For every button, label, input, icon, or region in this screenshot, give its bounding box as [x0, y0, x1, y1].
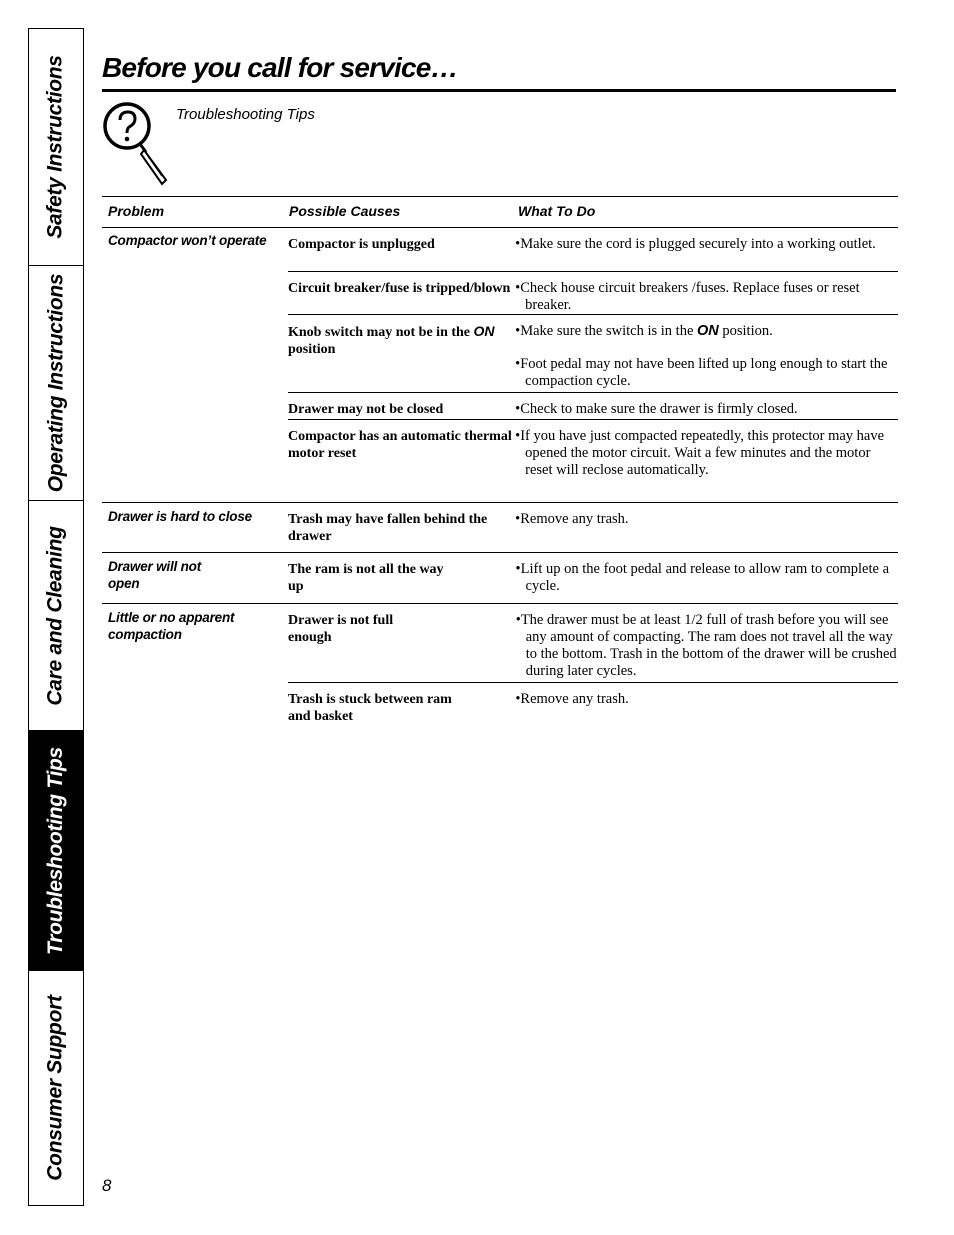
causes-list — [288, 604, 898, 729]
what-to-do: •Lift up on the foot pedal and release to allow ram to complete a cycle. — [515, 561, 890, 594]
causes-list — [288, 553, 898, 603]
cause-text: The ram is not all the way up — [288, 562, 444, 594]
column-header-problem: Problem — [108, 203, 165, 219]
problem-group — [102, 503, 898, 553]
tab-label: Troubleshooting Tips — [44, 746, 68, 955]
on-label: ON — [697, 323, 719, 339]
table-row — [288, 315, 898, 393]
what-to-do: •Check house circuit breakers /fuses. Replace fuses or reset breaker. — [515, 280, 860, 313]
table-row — [288, 683, 898, 729]
page-number: 8 — [102, 1176, 112, 1195]
todo-text: Lift up on the foot pedal and release to allow ram to complete a cycle. — [520, 561, 890, 594]
problem-label: Drawer will not open — [108, 559, 202, 591]
causes-list — [288, 503, 898, 552]
question-magnifier-icon — [102, 100, 174, 188]
tab-troubleshooting-tips[interactable] — [29, 731, 83, 971]
tab-safety-instructions[interactable] — [29, 29, 83, 266]
todo-text: Make sure the cord is plugged securely into a working outlet. — [520, 236, 876, 252]
problem-group — [102, 604, 898, 729]
column-header-what-to-do: What To Do — [518, 203, 596, 219]
todo-text: Foot pedal may not have been lifted up long enough to start the compaction cycle. — [520, 356, 888, 389]
problem-group — [102, 228, 898, 503]
table-row — [288, 553, 898, 603]
todo-text: If you have just compacted repeatedly, this protector may have opened the motor circuit. Wait a few minutes and the motor reset will reclose automatically. — [520, 428, 885, 478]
what-to-do: •Make sure the switch is in the ON position. •Foot pedal may not have been lifted up long enough to start the compaction cycle. — [515, 323, 888, 389]
cause-text — [288, 323, 515, 392]
todo-text: position. — [722, 323, 773, 339]
tab-consumer-support[interactable] — [29, 971, 83, 1205]
todo-text: Remove any trash. — [520, 691, 629, 707]
page-title: Before you call for service… — [102, 52, 458, 83]
causes-list — [288, 228, 898, 502]
problem-label: Drawer is hard to close — [108, 509, 252, 524]
table-row — [288, 503, 898, 552]
todo-text: The drawer must be at least 1/2 full of trash before you will see any amount of compacting. The ram does not travel all the way to the bottom. Trash in the bottom of the drawer will be crushed during later cycles. — [520, 612, 897, 679]
column-header-possible-causes: Possible Causes — [289, 203, 401, 219]
what-to-do: •Check to make sure the drawer is firmly closed. — [515, 401, 798, 417]
title-rule — [102, 89, 896, 92]
what-to-do: •The drawer must be at least 1/2 full of trash before you will see any amount of compacting. The ram does not travel all the way to the bottom. Trash in the bottom of the drawer will be crushed during later cycles. — [515, 612, 897, 679]
cause-text-part: Knob switch may not be in the — [288, 325, 471, 340]
cause-text: Drawer is not full enough — [288, 613, 394, 645]
todo-text: Remove any trash. — [520, 511, 629, 527]
table-row — [288, 228, 898, 272]
table-row — [288, 420, 898, 502]
what-to-do: •Remove any trash. — [515, 691, 629, 707]
cause-text: Trash is stuck between ram and basket — [288, 692, 452, 724]
what-to-do: •If you have just compacted repeatedly, this protector may have opened the motor circuit. Wait a few minutes and the motor reset will reclose automatically. — [515, 428, 885, 478]
cause-text: Compactor has an automatic thermal motor reset — [288, 429, 512, 461]
problem-label: Little or no apparent compaction — [108, 610, 235, 642]
table-row — [288, 393, 898, 420]
tab-label: Consumer Support — [44, 995, 67, 1181]
table-header — [102, 196, 898, 228]
table-row — [288, 604, 898, 683]
problem-label: Compactor won’t operate — [108, 233, 267, 248]
cause-text: Trash may have fallen behind the drawer — [288, 512, 488, 544]
cause-text: Circuit breaker/fuse is tripped/blown — [288, 281, 511, 296]
tab-label: Operating Instructions — [44, 273, 67, 493]
tab-label: Safety Instructions — [44, 55, 67, 239]
problem-group — [102, 553, 898, 604]
todo-text: Check house circuit breakers /fuses. Replace fuses or reset breaker. — [520, 280, 860, 313]
table-row — [288, 272, 898, 315]
what-to-do: •Make sure the cord is plugged securely into a working outlet. — [515, 236, 876, 252]
todo-text: Check to make sure the drawer is firmly closed. — [520, 401, 798, 417]
tab-care-and-cleaning[interactable] — [29, 501, 83, 731]
what-to-do: •Remove any trash. — [515, 511, 629, 527]
todo-text: Make sure the switch is in the — [520, 323, 694, 339]
cause-text: Compactor is unplugged — [288, 237, 435, 252]
on-label: ON — [473, 323, 495, 339]
cause-text: Drawer may not be closed — [288, 402, 444, 417]
section-tabs — [28, 28, 84, 1206]
tab-operating-instructions[interactable] — [29, 266, 83, 501]
tab-label: Care and Cleaning — [44, 525, 67, 706]
section-subtitle: Troubleshooting Tips — [176, 106, 315, 123]
cause-text-part: position — [288, 342, 336, 357]
troubleshooting-table — [102, 196, 898, 729]
